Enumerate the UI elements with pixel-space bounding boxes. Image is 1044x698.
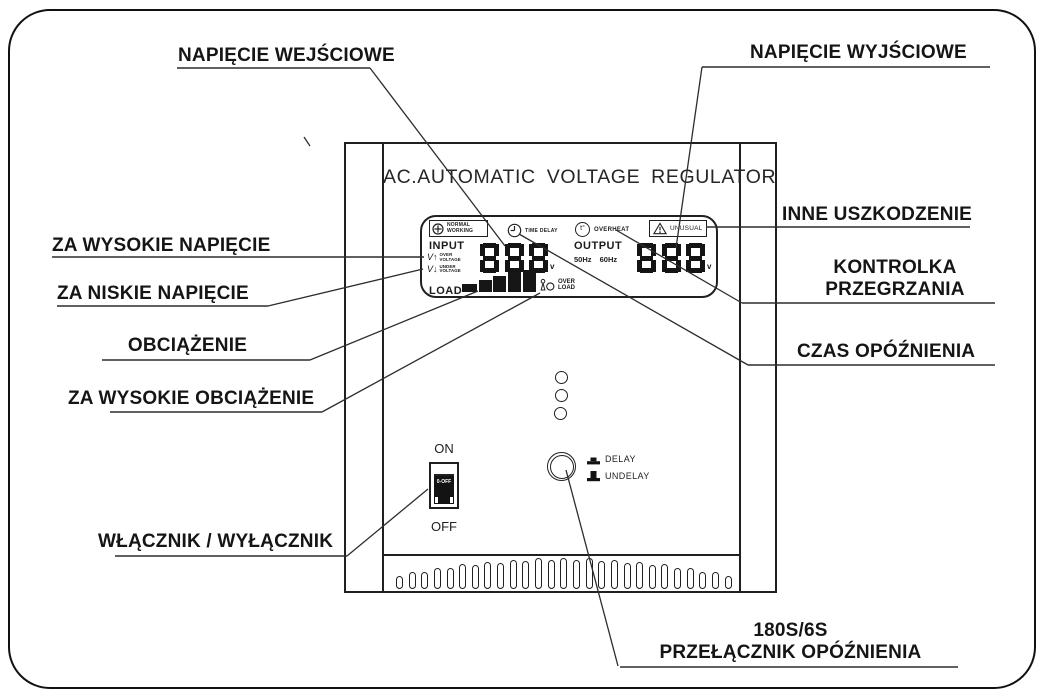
callout-too-high-voltage: ZA WYSOKIE NAPIĘCIE <box>52 235 271 256</box>
thermometer-icon: t° <box>575 222 590 237</box>
load-bar <box>493 276 506 292</box>
input-label: INPUT <box>429 240 465 252</box>
load-bar <box>508 273 521 292</box>
clock-icon <box>507 223 522 238</box>
vent-slot <box>484 562 491 589</box>
overload-icon <box>540 277 555 298</box>
vent-slot <box>459 564 466 589</box>
freq-50hz: 50Hz <box>574 254 592 264</box>
v-down-symbol: V↓ <box>427 263 438 274</box>
callout-overheat-indicator <box>790 257 1000 301</box>
device-vent-divider <box>384 554 739 556</box>
under-voltage-indicator <box>427 265 461 274</box>
normal-working-indicator <box>429 220 488 237</box>
callout-output-voltage: NAPIĘCIE WYJŚCIOWE <box>750 42 967 63</box>
vent-slot <box>586 558 593 589</box>
v-up-symbol: V↑ <box>427 252 438 262</box>
output-volt-unit: v <box>707 262 712 271</box>
load-bar-graph <box>462 267 542 292</box>
delay-switch-button-inner <box>550 455 574 479</box>
over-voltage-line1: OVER <box>439 252 453 257</box>
output-voltage-display <box>637 243 705 273</box>
vent-slot <box>421 572 428 589</box>
delay-label: DELAY <box>605 454 636 464</box>
undelay-label: UNDELAY <box>605 471 650 481</box>
delay-switch-button[interactable] <box>547 452 576 481</box>
overload-line2: LOAD <box>558 284 575 291</box>
vent-slot <box>522 561 529 589</box>
rocker-label: 0-OFF <box>436 479 452 485</box>
vent-slot <box>409 572 416 589</box>
under-voltage-line1: UNDER <box>439 263 456 269</box>
under-voltage-line2: VOLTAGE <box>439 268 461 274</box>
vent-slot <box>560 558 567 589</box>
callout-delay-switch-line2: PRZEŁĄCZNIK OPÓŹNIENIA <box>659 641 922 663</box>
callout-load: OBCIĄŻENIE <box>127 335 248 356</box>
vent-slot <box>649 565 656 589</box>
rocker-notch-left <box>435 497 438 503</box>
vent-slot <box>535 558 542 589</box>
input-volt-unit: v <box>550 262 555 271</box>
vent-slot <box>674 568 681 589</box>
callout-overheat-line1: KONTROLKA <box>833 257 957 278</box>
off-label: OFF <box>431 519 457 534</box>
callout-overheat-line2: PRZEGRZANIA <box>825 279 965 300</box>
callout-too-low-voltage: ZA NISKIE NAPIĘCIE <box>57 283 249 304</box>
rocker[interactable] <box>434 476 454 504</box>
vent-slot <box>396 576 403 589</box>
callout-other-damage: INNE USZKODZENIE <box>782 204 973 225</box>
vent-slot <box>434 568 441 589</box>
frequency-labels <box>574 255 617 264</box>
ventilation-slots <box>396 558 732 591</box>
load-label: LOAD <box>429 284 463 297</box>
callout-delay-switch <box>633 620 948 663</box>
load-bar <box>479 280 492 292</box>
plus-circle-icon <box>432 223 444 235</box>
callout-delay-switch-line1: 180S/6S <box>753 620 828 641</box>
vent-slot <box>611 560 618 589</box>
device-right-panel-edge <box>739 143 741 592</box>
vent-slot <box>624 563 631 589</box>
vent-slot <box>636 562 643 589</box>
device-body <box>344 142 777 593</box>
vent-slot <box>712 572 719 589</box>
warning-triangle-icon <box>653 222 667 235</box>
vent-slot <box>687 568 694 589</box>
unusual-label: UNUSUAL <box>670 225 703 232</box>
led-indicator-1 <box>555 371 568 384</box>
power-switch[interactable] <box>429 462 459 509</box>
output-label: OUTPUT <box>574 240 623 252</box>
overheat-label: OVERHEAT <box>594 226 630 233</box>
seg-digit <box>686 243 705 273</box>
unusual-indicator <box>649 220 707 237</box>
vent-slot <box>447 568 454 589</box>
vent-slot <box>598 561 605 589</box>
vent-slot <box>725 576 732 589</box>
delay-pressed-icon <box>587 455 600 465</box>
normal-working-line2: WORKING <box>447 227 474 234</box>
callout-too-high-load: ZA WYSOKIE OBCIĄŻENIE <box>68 388 315 409</box>
device-left-panel-edge <box>382 143 384 592</box>
over-voltage-line2: VOLTAGE <box>439 256 461 262</box>
vent-slot <box>497 563 504 589</box>
seg-digit <box>637 243 656 273</box>
callout-power-switch: WŁĄCZNIK / WYŁĄCZNIK <box>98 531 334 552</box>
vent-slot <box>548 560 555 589</box>
time-delay-label: TIME DELAY <box>525 227 558 234</box>
load-bar <box>523 270 536 292</box>
vent-slot <box>661 564 668 589</box>
led-indicator-3 <box>554 407 567 420</box>
vent-slot <box>510 560 517 589</box>
overload-label <box>558 279 575 291</box>
over-voltage-indicator <box>427 253 461 262</box>
device-title: AC.AUTOMATIC VOLTAGE REGULATOR <box>383 166 777 188</box>
vent-slot <box>573 560 580 589</box>
overload-line1: OVER <box>558 278 576 285</box>
normal-working-line1: NORMAL <box>447 222 471 229</box>
vent-slot <box>699 572 706 589</box>
seg-digit <box>662 243 681 273</box>
led-indicator-2 <box>555 389 568 402</box>
callout-input-voltage: NAPIĘCIE WEJŚCIOWE <box>178 45 395 66</box>
freq-60hz: 60Hz <box>599 254 618 264</box>
undelay-released-icon <box>587 471 600 482</box>
callout-delay-time: CZAS OPÓŹNIENIA <box>797 341 976 362</box>
rocker-notch-right <box>450 497 453 503</box>
vent-slot <box>472 565 479 589</box>
load-bar <box>462 284 477 292</box>
on-label: ON <box>434 441 454 456</box>
